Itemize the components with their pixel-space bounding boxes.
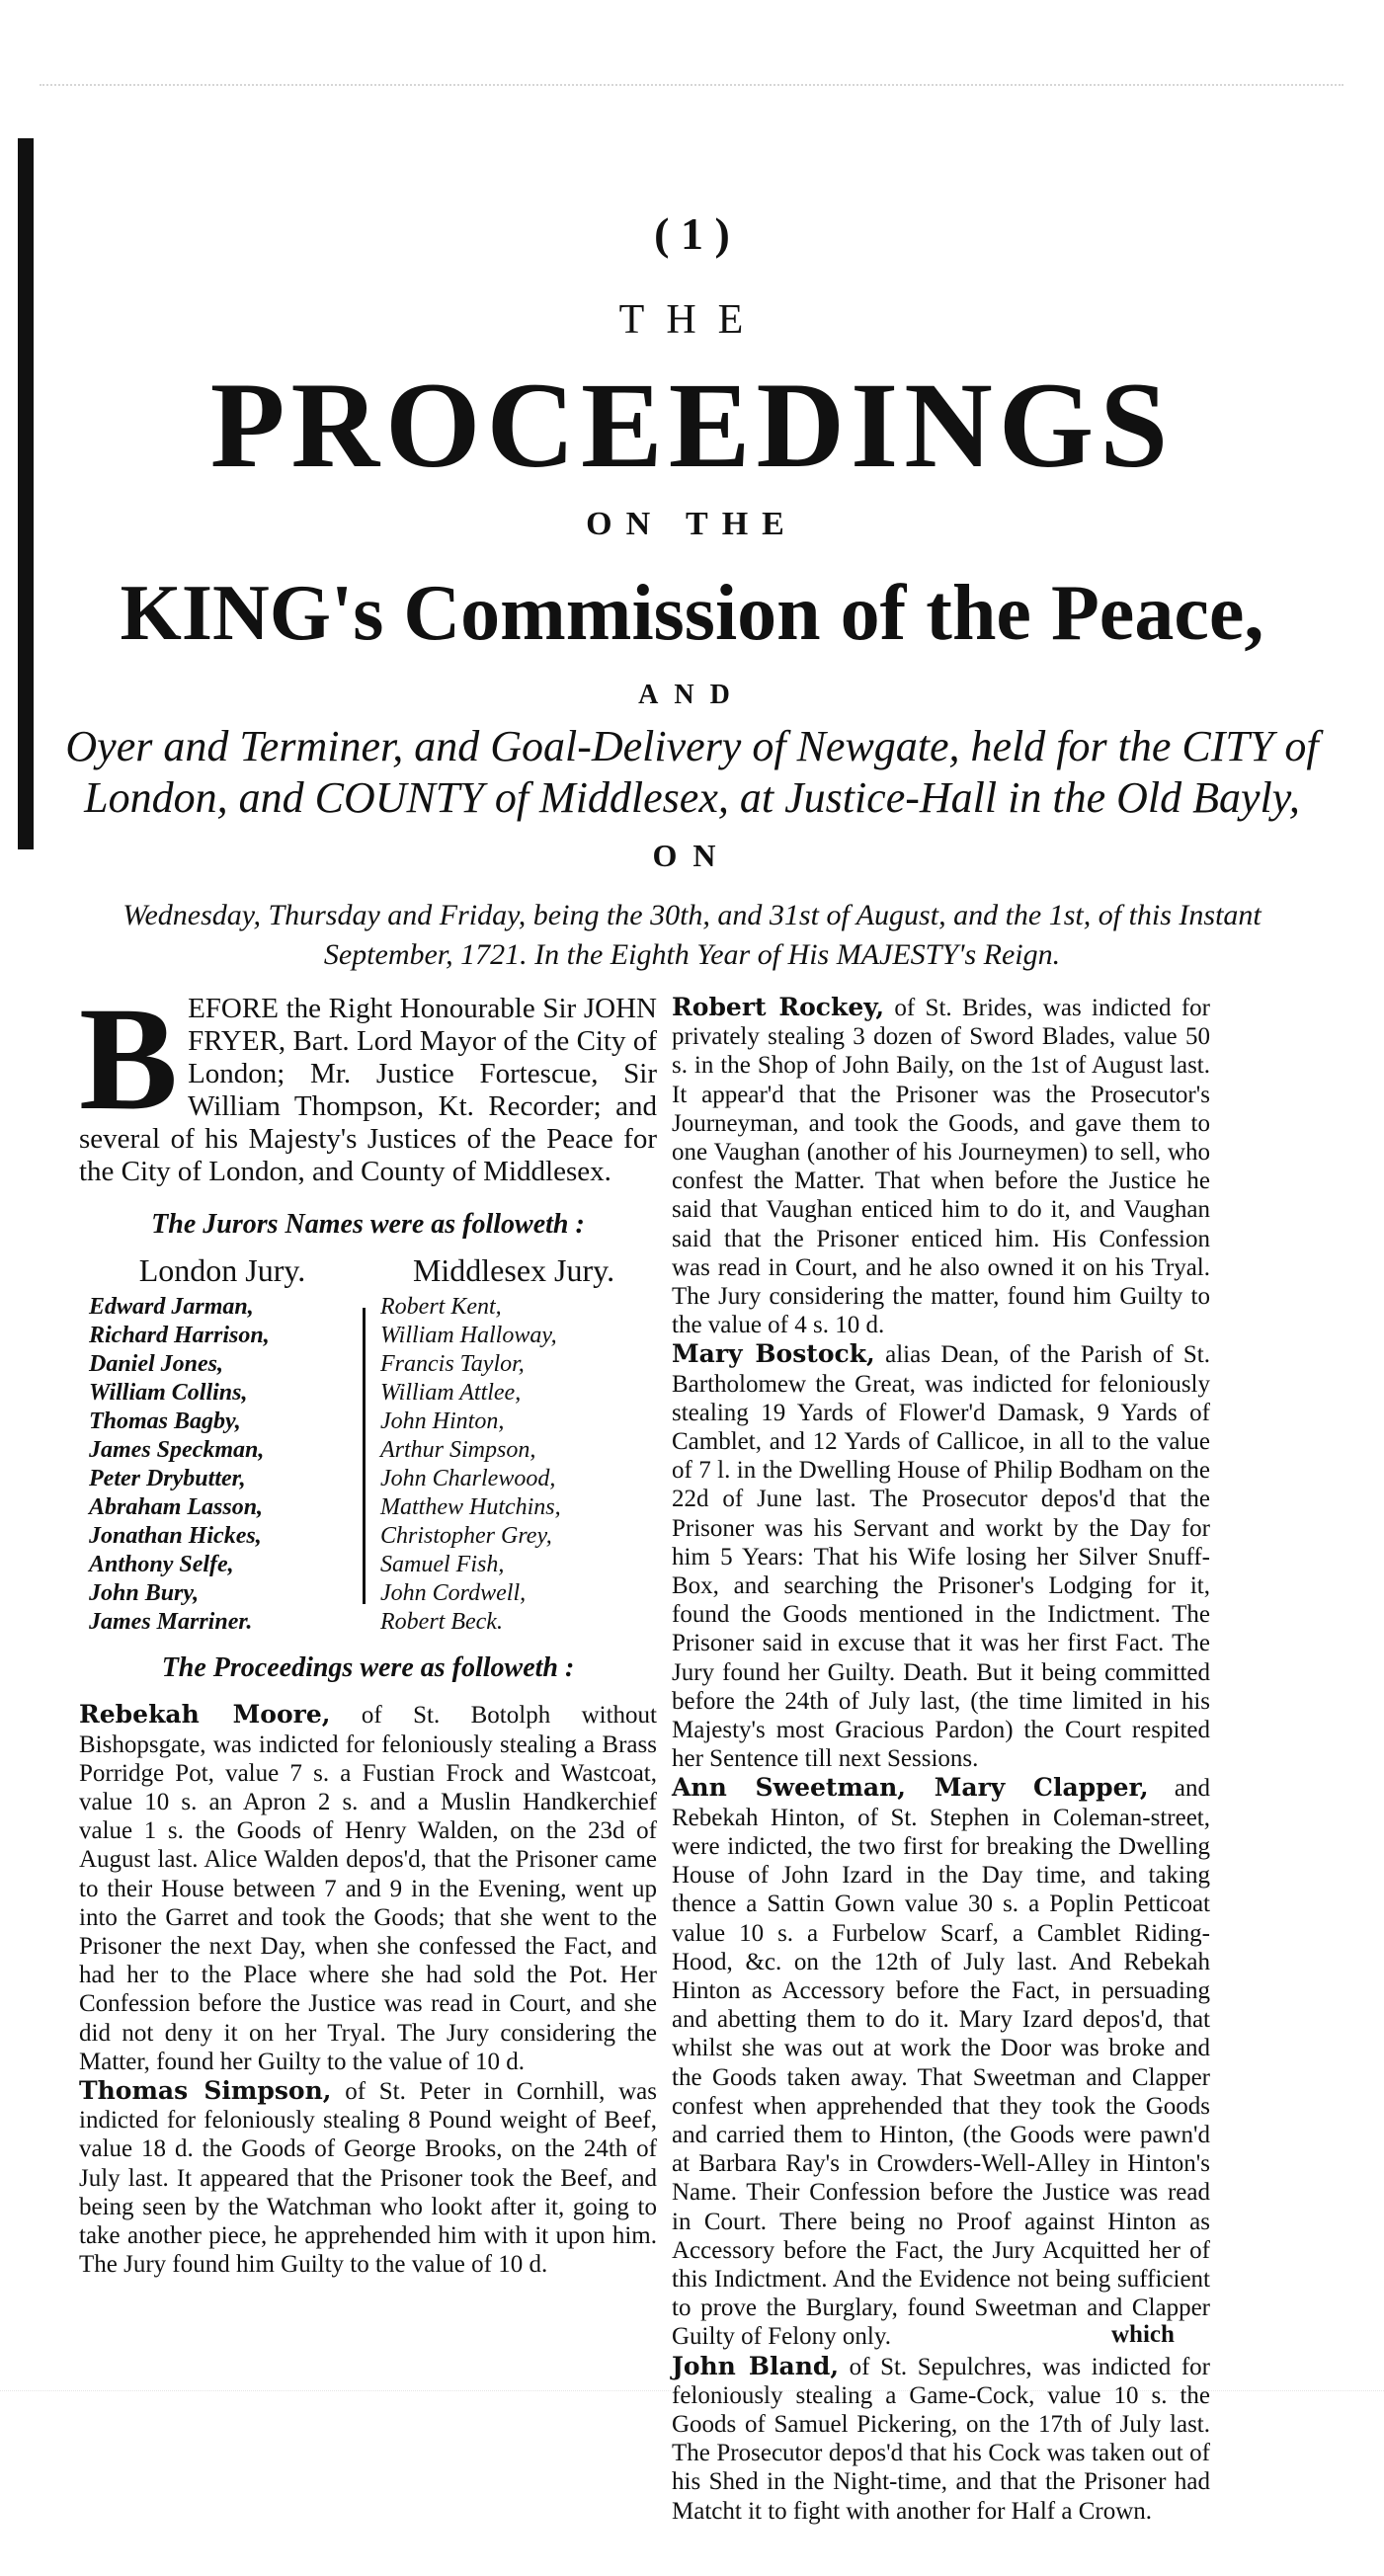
juror-name: James Marriner. bbox=[89, 1609, 253, 1636]
juror-name: Arthur Simpson, bbox=[380, 1437, 536, 1464]
intro-paragraph bbox=[79, 977, 657, 1188]
case-paragraph bbox=[79, 1700, 657, 2076]
case-text: of St. Brides, was indicted for privately stealing 3 dozen of Sword Blades, value 50 s. in the Shop of John Baily, on the 1st of August last. It appear'd that the Prisoner was the Prosecutor's Journeyman, and took the Goods, and gave them to one Vaughan (another of his Journeymen) to sell, who confest the Matter. That when before the Justice he said that Vaughan enticed him to do it, and Vaughan said that the Prisoner enticed him. His Confession was read in Court, and he also owned it on his Tryal. The Jury considering the matter, found him Guilty to the value of 4 s. 10 d. bbox=[672, 995, 1210, 1339]
juror-name: John Cordwell, bbox=[380, 1580, 527, 1607]
juror-name: James Speckman, bbox=[89, 1437, 265, 1464]
title-kings-commission: KING's Commission of the Peace, bbox=[120, 570, 1264, 657]
right-column bbox=[672, 993, 1210, 2526]
juror-name: Jonathan Hickes, bbox=[89, 1523, 262, 1550]
london-jury-title: London Jury. bbox=[138, 1252, 306, 1289]
juror-name: Daniel Jones, bbox=[89, 1351, 224, 1378]
juror-name: Robert Beck. bbox=[380, 1609, 503, 1636]
cases-right bbox=[672, 993, 1210, 2526]
case-paragraph bbox=[672, 1773, 1210, 2351]
juror-name: Samuel Fish, bbox=[380, 1552, 505, 1578]
title-on: ON bbox=[652, 838, 732, 873]
case-text: of St. Peter in Cornhill, was indicted for feloniously stealing 8 Pound weight of Beef, value 18 d. the Goods of George Brooks, on the 24th of July last. It appeared that the Prisoner took the Beef, and being seen by the Watchman who lookt after it, going to take another piece, he apprehended him with it upon him. The Jury found him Guilty to the value of 10 d. bbox=[79, 2078, 657, 2279]
case-text: of St. Sepulchres, was indicted for feloniously stealing a Game-Cock, value 10 s. the Goods of Samuel Pickering, on the 17th of July last. The Prosecutor depos'd that his Cock was taken out of his Shed in the Night-time, and that the Prisoner had Matcht it to fight with another for Half a Crown. bbox=[672, 2353, 1210, 2525]
defendant-name: Ann Sweetman, Mary Clapper, bbox=[672, 1773, 1149, 1803]
juror-name: Christopher Grey, bbox=[380, 1523, 552, 1550]
london-juror-list bbox=[89, 1293, 356, 1637]
juror-name: John Hinton, bbox=[380, 1409, 505, 1435]
title-proceedings: PROCEEDINGS bbox=[209, 358, 1175, 493]
juror-name: William Collins, bbox=[89, 1380, 248, 1407]
case-paragraph bbox=[672, 2352, 1210, 2526]
date-line1: Wednesday, Thursday and Friday, being the 30th, and 31st of August, and the 1st, of this Instant bbox=[122, 899, 1262, 931]
scan-noise-bottom bbox=[0, 2390, 1384, 2411]
middlesex-jury-title: Middlesex Jury. bbox=[412, 1252, 615, 1289]
juror-name: Edward Jarman, bbox=[89, 1294, 254, 1321]
juror-name: John Charlewood, bbox=[380, 1466, 556, 1492]
defendant-name: Mary Bostock, bbox=[672, 1339, 875, 1369]
title-and: AND bbox=[638, 680, 746, 710]
juror-name: Matthew Hutchins, bbox=[380, 1494, 561, 1521]
juror-name: Abraham Lasson, bbox=[89, 1494, 264, 1521]
scan-noise-top bbox=[40, 84, 1343, 116]
juror-name: Richard Harrison, bbox=[89, 1323, 270, 1349]
juror-name: William Halloway, bbox=[380, 1323, 557, 1349]
case-paragraph bbox=[672, 993, 1210, 1339]
case-text: of St. Botolph without Bishopsgate, was indicted for feloniously stealing a Brass Porridge Pot, value 7 s. a Fustian Frock and Wastcoat, value 10 s. an Apron 2 s. and a Muslin Handkerchief value 1 s. the Goods of Henry Walden, on the 23d of August last. Alice Walden depos'd, that the Prisoner came to their House between 7 and 9 in the Evening, went up into the Garret and took the Goods; that she went to the Prisoner the next Day, when she confessed the Fact, and had her to the Place where she had sold the Pot. Her Confession before the Justice was read in Court, and she did not deny it on her Tryal. The Jury considering the Matter, found her Guilty to the value of 10 d. bbox=[79, 1702, 657, 2075]
defendant-name: Thomas Simpson, bbox=[79, 2076, 332, 2106]
drop-cap: B bbox=[79, 977, 179, 1141]
juror-name: John Bury, bbox=[89, 1580, 200, 1607]
jurors-heading: The Jurors Names were as followeth : bbox=[151, 1209, 585, 1240]
cases-left bbox=[79, 1700, 657, 2279]
intro-text: EFORE the Right Honourable Sir JOHN FRYER, Bart. Lord Mayor of the City of London; Mr. Justice Fortescue, Sir William Thompson, Kt. Recorder; and several of his Majesty's Justices of the Peace for the City of London, and County of Middlesex. bbox=[79, 993, 657, 1187]
left-column bbox=[79, 977, 657, 2279]
defendant-name: Rebekah Moore, bbox=[79, 1700, 331, 1730]
case-paragraph bbox=[79, 2076, 657, 2279]
title-oyer-line1: Oyer and Terminer, and Goal-Delivery of Newgate, held for the CITY of bbox=[65, 722, 1319, 770]
juror-name: Francis Taylor, bbox=[380, 1351, 525, 1378]
jury-lists bbox=[79, 1252, 657, 1636]
juror-name: Robert Kent, bbox=[380, 1294, 502, 1321]
defendant-name: John Bland, bbox=[672, 2351, 840, 2380]
defendant-name: Robert Rockey, bbox=[672, 993, 885, 1021]
london-jury bbox=[89, 1252, 356, 1637]
title-oyer-line2: London, and COUNTY of Middlesex, at Justice-Hall in the Old Bayly, bbox=[84, 773, 1300, 822]
page-number: ( 1 ) bbox=[654, 208, 730, 259]
catchword: which bbox=[1111, 2321, 1175, 2348]
middlesex-juror-list bbox=[380, 1293, 647, 1637]
date-line2: September, 1721. In the Eighth Year of His MAJESTY's Reign. bbox=[323, 938, 1061, 971]
title-the: THE bbox=[618, 297, 766, 343]
juror-name: Anthony Selfe, bbox=[89, 1552, 234, 1578]
title-on-the: ON THE bbox=[586, 506, 798, 542]
juror-name: Thomas Bagby, bbox=[89, 1409, 241, 1435]
case-paragraph bbox=[672, 1339, 1210, 1773]
case-text: alias Dean, of the Parish of St. Bartholomew the Great, was indicted for feloniously stealing 19 Yards of Flower'd Damask, 9 Yards of Camblet, and 12 Yards of Callicoe, in all to the value of 7 l. in the Dwelling House of Philip Bodham on the 22d of June last. The Prosecutor depos'd that the Prisoner was his Servant and workt by the Day for him 5 Years: That his Wife losing her Silver Snuff-Box, and searching the Prisoner's Lodging for it, found the Goods mentioned in the Indictment. The Prisoner said in excuse that it was her first Fact. The Jury found her Guilty. Death. But it being committed before the 24th of July last, (the time limited in his Majesty's most Gracious Pardon) the Court respited her Sentence till next Sessions. bbox=[672, 1341, 1211, 1773]
juror-name: William Attlee, bbox=[380, 1380, 522, 1407]
jury-divider bbox=[363, 1308, 366, 1604]
middlesex-jury bbox=[380, 1252, 647, 1637]
proceedings-heading: The Proceedings were as followeth : bbox=[161, 1652, 575, 1684]
juror-name: Peter Drybutter, bbox=[89, 1466, 246, 1492]
case-text: and Rebekah Hinton, of St. Stephen in Coleman-street, were indicted, the two first for breaking the Dwelling House of John Izard in the Day time, and taking thence a Sattin Gown value 30 s. a Poplin Petticoat value 10 s. a Furbelow Scarf, a Camblet Riding-Hood, &c. on the 12th of July last. And Rebekah Hinton as Accessory before the Fact, in persuading and abetting them to do it. Mary Izard depos'd, that whilst she was out at work the Door was broke and the Goods taken away. That Sweetman and Clapper confest when apprehended that they took the Goods and carried them to Hinton, (the Goods were pawn'd at Barbara Ray's in Crowders-Well-Alley in Hinton's Name. Their Confession before the Justice was read in Court. There being no Proof against Hinton as Accessory before the Fact, the Jury Acquitted her of this Indictment. And the Evidence not being sufficient to prove the Burglary, found Sweetman and Clapper Guilty of Felony only. bbox=[672, 1775, 1210, 2351]
